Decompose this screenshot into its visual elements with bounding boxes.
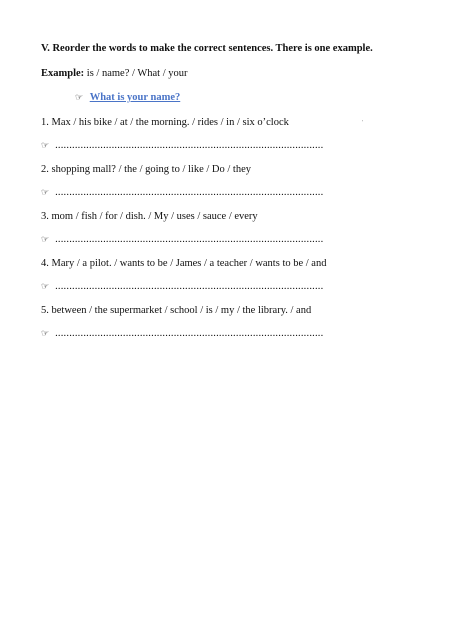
example-row <box>41 69 188 80</box>
answer-line-2[interactable] <box>41 188 323 199</box>
example-answer: What is your name? <box>89 92 181 103</box>
example-label: Example: <box>41 68 85 79</box>
pointing-hand-icon: ☞ <box>41 329 50 339</box>
stray-mark: ' <box>362 120 364 126</box>
pointing-hand-icon: ☞ <box>41 282 50 292</box>
answer-dotted-line: ............................................................................................... <box>55 140 324 151</box>
question-3: 3. mom / fish / for / dish. / My / uses / sauce / every <box>41 211 258 222</box>
answer-line-1[interactable] <box>41 141 323 152</box>
pointing-hand-icon: ☞ <box>41 141 50 151</box>
answer-dotted-line: ............................................................................................... <box>55 328 324 339</box>
example-answer-row <box>75 93 180 104</box>
pointing-hand-icon: ☞ <box>75 93 84 103</box>
answer-dotted-line: ............................................................................................... <box>55 187 324 198</box>
pointing-hand-icon: ☞ <box>41 188 50 198</box>
question-4: 4. Mary / a pilot. / wants to be / James / a teacher / wants to be / and <box>41 258 327 269</box>
answer-line-4[interactable] <box>41 282 323 293</box>
answer-line-5[interactable] <box>41 329 323 340</box>
exercise-heading: V. Reorder the words to make the correct sentences. There is one example. <box>41 43 373 54</box>
question-5: 5. between / the supermarket / school / is / my / the library. / and <box>41 305 312 316</box>
question-2: 2. shopping mall? / the / going to / like / Do / they <box>41 164 251 175</box>
question-1: 1. Max / his bike / at / the morning. / rides / in / six o’clock <box>41 117 289 128</box>
answer-line-3[interactable] <box>41 235 323 246</box>
example-words: is / name? / What / your <box>86 68 188 79</box>
answer-dotted-line: ............................................................................................... <box>55 234 324 245</box>
pointing-hand-icon: ☞ <box>41 235 50 245</box>
answer-dotted-line: ............................................................................................... <box>55 281 324 292</box>
